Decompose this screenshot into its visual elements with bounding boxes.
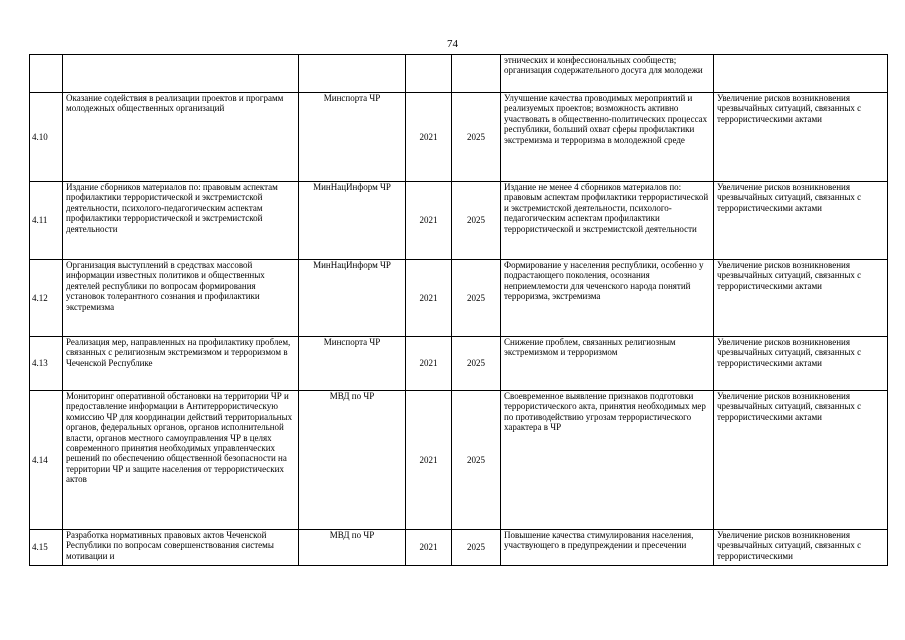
cell-risk: Увеличение рисков возникновения чрезвычайных ситуаций, связанных с террористическими актами [714,260,888,337]
cell-executor: МинНацИнформ ЧР [299,260,406,337]
cell-risk: Увеличение рисков возникновения чрезвычайных ситуаций, связанных с террористическими актами [714,182,888,260]
cell-result: Формирование у населения республики, особенно у подрастающего поколения, осознания неприемлемости для чеченского народа понятий терроризма, экстремизма [501,260,714,337]
table-row [30,530,888,566]
cell-start-year: 2021 [406,391,452,530]
cell-result: Улучшение качества проводимых мероприятий и реализуемых проектов; возможность активно участвовать в общественно-политических процессах республики, больший охват сферы профилактики экстремизма и терроризма в молодежной среде [501,93,714,182]
cell-measure: Оказание содействия в реализации проектов и программ молодежных общественных организаций [63,93,299,182]
table-row-continuation [30,55,888,93]
cell-measure: Организация выступлений в средствах массовой информации известных политиков и общественных деятелей республики по вопросам формирования установок толерантного сознания и профилактики экстремизма [63,260,299,337]
cell-end-year: 2025 [452,182,501,260]
cell-start-year: 2021 [406,337,452,391]
cell-risk [714,55,888,93]
cell-start-year: 2021 [406,93,452,182]
table-row [30,391,888,530]
cell-start-year [406,55,452,93]
cell-executor: Минспорта ЧР [299,337,406,391]
cell-executor [299,55,406,93]
table-row [30,337,888,391]
cell-result: Издание не менее 4 сборников материалов по: правовым аспектам профилактики террористической и экстремистской деятельности, психолого-педагогическим аспектам профилактики террористической и экстремистской деятельности [501,182,714,260]
cell-measure: Разработка нормативных правовых актов Чеченской Республики по вопросам совершенствования системы мотивации и [63,530,299,566]
cell-end-year: 2025 [452,93,501,182]
page-number: 74 [447,38,458,50]
cell-result: Повышение качества стимулирования населения, участвующего в предупреждении и пресечении [501,530,714,566]
cell-measure: Издание сборников материалов по: правовым аспектам профилактики террористической и экстремистской деятельности, психолого-педагогическим аспектам профилактики террористической и экстремистской деятельности [63,182,299,260]
cell-end-year: 2025 [452,530,501,566]
cell-start-year: 2021 [406,182,452,260]
cell-result: Снижение проблем, связанных религиозным экстремизмом и терроризмом [501,337,714,391]
measures-table [29,54,888,566]
cell-risk: Увеличение рисков возникновения чрезвычайных ситуаций, связанных с террористическими актами [714,337,888,391]
cell-measure: Мониторинг оперативной обстановки на территории ЧР и предоставление информации в Антитеррористическую комиссию ЧР для координации действий территориальных органов, федеральных органов, органов исполнительной власти, органов местного самоуправления ЧР в целях современного принятия необходимых управленческих решений по обеспечению общественной безопасности на территории ЧР и защите населения от террористических актов [63,391,299,530]
table-row [30,182,888,260]
cell-result [501,55,714,93]
cell-risk: Увеличение рисков возникновения чрезвычайных ситуаций, связанных с террористическими [714,530,888,566]
cell-end-year: 2025 [452,337,501,391]
cell-number: 4.13 [30,337,63,391]
cell-number: 4.10 [30,93,63,182]
cell-start-year: 2021 [406,530,452,566]
cell-number: 4.11 [30,182,63,260]
cell-end-year: 2025 [452,260,501,337]
cell-number [30,55,63,93]
cell-start-year: 2021 [406,260,452,337]
cell-risk: Увеличение рисков возникновения чрезвычайных ситуаций, связанных с террористическими актами [714,93,888,182]
cell-measure: Реализация мер, направленных на профилактику проблем, связанных с религиозным экстремизмом и терроризмом в Чеченской Республике [63,337,299,391]
cell-executor: МинНацИнформ ЧР [299,182,406,260]
cell-executor: МВД по ЧР [299,530,406,566]
cell-number: 4.14 [30,391,63,530]
cell-measure [63,55,299,93]
cell-executor: Минспорта ЧР [299,93,406,182]
cell-number: 4.12 [30,260,63,337]
table-row [30,93,888,182]
cell-result: Своевременное выявление признаков подготовки террористического акта, принятия необходимых мер по противодействию угрозам террористического характера в ЧР [501,391,714,530]
table-row [30,260,888,337]
cell-risk: Увеличение рисков возникновения чрезвычайных ситуаций, связанных с террористическими актами [714,391,888,530]
cell-executor: МВД по ЧР [299,391,406,530]
cell-end-year [452,55,501,93]
cell-number: 4.15 [30,530,63,566]
result-text: этнических и конфессиональных сообществ; организация содержательного досуга для молодежи [504,55,703,76]
cell-end-year: 2025 [452,391,501,530]
